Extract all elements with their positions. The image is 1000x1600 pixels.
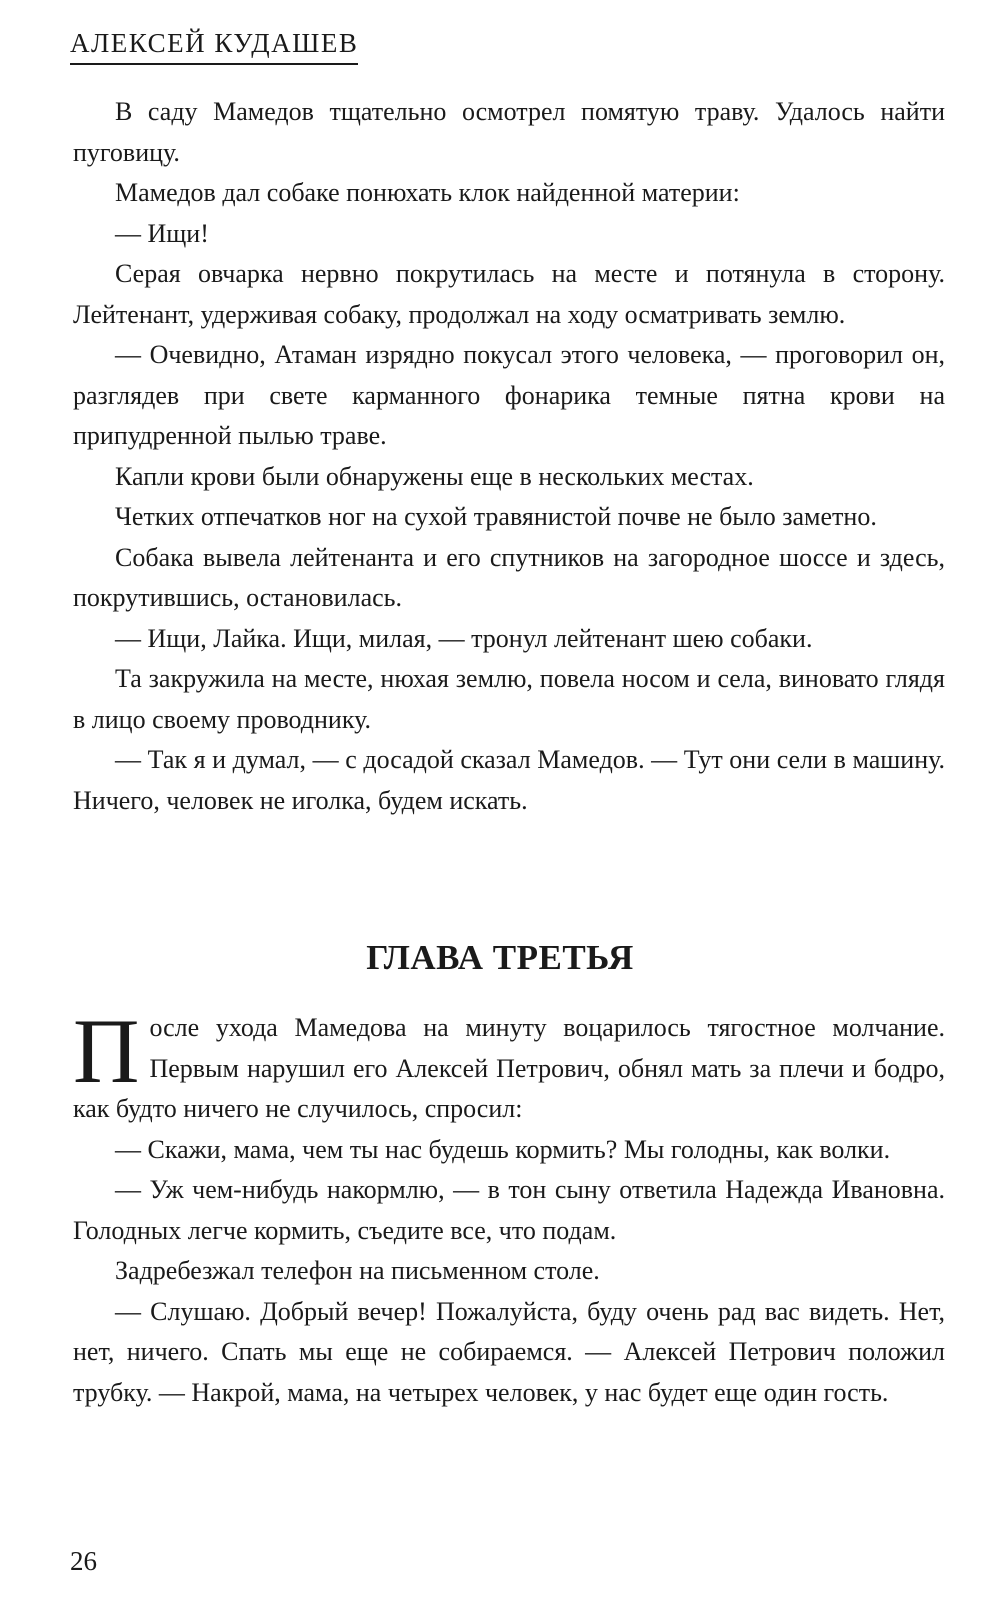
paragraph: — Так я и думал, — с досадой сказал Мамедов. — Тут они сели в машину. Ничего, человек не иголка, будем искать. (73, 745, 945, 815)
paragraph: — Уж чем-нибудь накормлю, — в тон сыну ответила Надежда Ивановна. Голодных легче кормить, съедите все, что подам. (73, 1175, 945, 1245)
paragraph: — Скажи, мама, чем ты нас будешь кормить? Мы голодны, как волки. (115, 1134, 891, 1164)
running-head-author: АЛЕКСЕЙ КУДАШЕВ (70, 30, 358, 65)
paragraph: Четких отпечатков ног на сухой травянистой почве не было заметно. (115, 502, 877, 531)
paragraph: Собака вывела лейтенанта и его спутников на загородное шоссе и здесь, покрутившись, остановилась. (73, 542, 945, 612)
paragraph: Та закружила на месте, нюхая землю, повела носом и села, виновато глядя в лицо своему проводнику. (73, 664, 945, 734)
paragraph: — Слушаю. Добрый вечер! Пожалуйста, буду очень рад вас видеть. Нет, нет, ничего. Спать мы еще не собираемся. — Алексей Петрович положил трубку. — Накрой, мама, на четырех человек, у нас будет еще один гость. (73, 1296, 945, 1407)
opening-paragraph-text: осле ухода Мамедова на минуту воцарилось тягостное молчание. Первым нарушил его Алексей Петрович, обнял мать за плечи и бодро, как будто ничего не случилось, спросил: (73, 1013, 945, 1123)
paragraph: В саду Мамедов тщательно осмотрел помятую траву. Удалось найти пуговицу. (73, 97, 945, 167)
text-section-two (73, 1000, 945, 1413)
paragraph: — Очевидно, Атаман изрядно покусал этого человека, — проговорил он, разглядев при свете карманного фонарика темные пятна крови на припудренной пылью траве. (73, 340, 945, 450)
drop-cap: П (73, 1000, 140, 1102)
paragraph: Мамедов дал собаке понюхать клок найденной материи: (115, 178, 740, 207)
paragraph: Задребезжал телефон на письменном столе. (115, 1256, 600, 1285)
page-number: 26 (70, 1546, 97, 1576)
paragraph: — Ищи! (115, 218, 209, 248)
paragraph: Серая овчарка нервно покрутилась на месте и потянула в сторону. Лейтенант, удерживая собаку, продолжал на ходу осматривать землю. (73, 259, 945, 329)
paragraph: — Ищи, Лайка. Ищи, милая, — тронул лейтенант шею собаки. (115, 623, 813, 653)
chapter-title: ГЛАВА ТРЕТЬЯ (366, 938, 634, 977)
text-section-one (73, 92, 945, 821)
chapter-opening-paragraph (73, 1000, 945, 1130)
paragraph: Капли крови были обнаружены еще в нескольких местах. (115, 461, 754, 491)
